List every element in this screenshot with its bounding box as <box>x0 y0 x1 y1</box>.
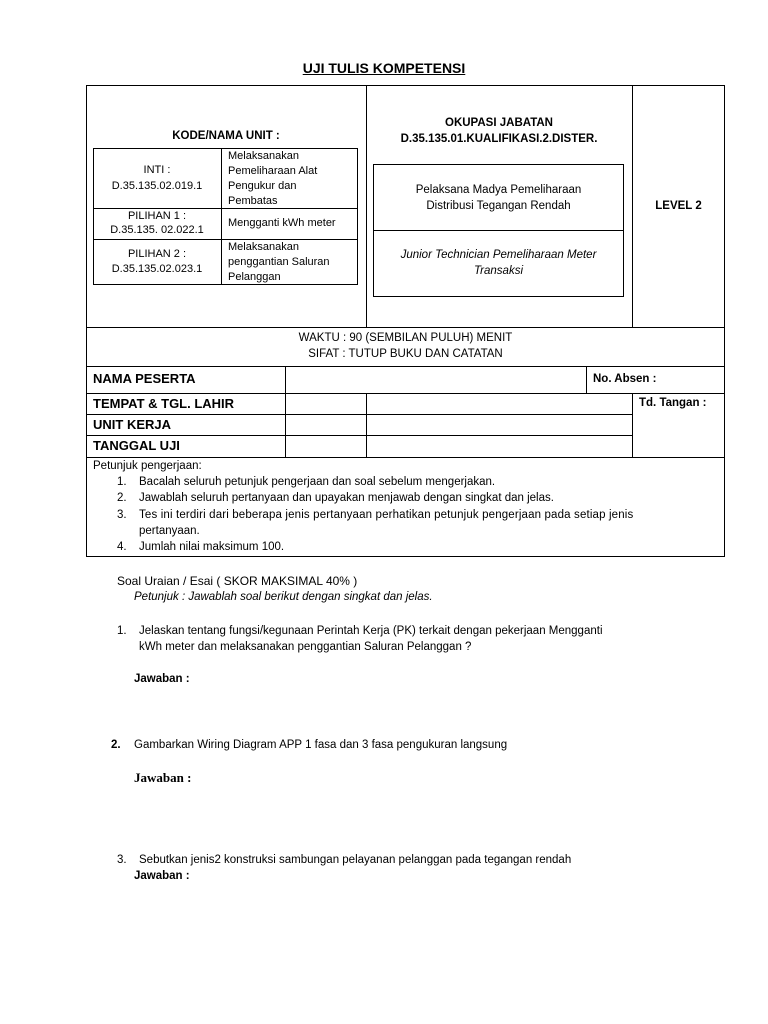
tanggal-uji-label: TANGGAL UJI <box>93 438 180 453</box>
tempat-field[interactable] <box>286 394 366 414</box>
kode-unit-label: KODE/NAMA UNIT : <box>172 130 280 142</box>
question-2-number: 2. <box>111 739 121 751</box>
unit-pilihan1-code: D.35.135. 02.022.1 <box>110 224 204 236</box>
question-1-answer-label: Jawaban : <box>134 673 190 685</box>
no-absen-field[interactable] <box>660 367 724 393</box>
unit-inti-type: INTI : <box>143 164 171 176</box>
question-1-text: Jelaskan tentang fungsi/kegunaan Perintah Kerja (PK) terkait dengan pekerjaan Mengganti <box>139 625 603 637</box>
exam-sifat: SIFAT : TUTUP BUKU DAN CATATAN <box>308 348 503 360</box>
nama-peserta-field[interactable] <box>286 367 586 393</box>
instruction-text: Bacalah seluruh petunjuk pengerjaan dan soal sebelum mengerjakan. <box>139 476 496 488</box>
question-3-text: Sebutkan jenis2 konstruksi sambungan pelayanan pelanggan pada tegangan rendah <box>139 854 572 866</box>
unit-kerja-label: UNIT KERJA <box>93 417 172 432</box>
tempat-lahir-label: TEMPAT & TGL. LAHIR <box>93 396 235 411</box>
question-3-number: 3. <box>117 854 127 866</box>
unit-pilihan2-code: D.35.135.02.023.1 <box>111 263 203 275</box>
section-note: Petunjuk : Jawablah soal berikut dengan singkat dan jelas. <box>134 591 433 603</box>
position-en-line2: Transaksi <box>474 265 523 277</box>
tgl-lahir-field[interactable] <box>367 394 632 414</box>
td-tangan-label: Td. Tangan : <box>639 397 707 409</box>
position-id-line2: Distribusi Tegangan Rendah <box>426 200 571 212</box>
units-col-line <box>221 148 222 285</box>
signature-field[interactable] <box>633 412 724 457</box>
document-title: UJI TULIS KOMPETENSI <box>302 60 466 76</box>
instruction-num: 3. <box>117 509 127 521</box>
instruction-text-cont: pertanyaan. <box>139 525 200 537</box>
unit-pilihan1-name: Mengganti kWh meter <box>228 217 336 229</box>
section-heading: Soal Uraian / Esai ( SKOR MAKSIMAL 40% ) <box>117 574 358 588</box>
question-1-text-cont: kWh meter dan melaksanakan penggantian Saluran Pelanggan ? <box>139 641 472 653</box>
nama-peserta-label: NAMA PESERTA <box>93 371 196 386</box>
question-1-answer-area[interactable] <box>134 690 694 730</box>
position-divider <box>373 230 624 231</box>
tanggal-uji-field[interactable] <box>286 436 632 457</box>
question-1-number: 1. <box>117 625 127 637</box>
instruction-text: Jumlah nilai maksimum 100. <box>139 541 285 553</box>
unit-pilihan2-type: PILIHAN 2 : <box>127 248 187 260</box>
question-2-answer-area[interactable] <box>134 790 694 845</box>
unit-pilihan2-name: Melaksanakan penggantian Saluran Pelanggan <box>228 241 330 283</box>
unit-pilihan1-type: PILIHAN 1 : <box>127 210 187 222</box>
no-absen-label: No. Absen : <box>593 373 657 385</box>
okupasi-label: OKUPASI JABATAN <box>445 117 553 129</box>
question-2-text: Gambarkan Wiring Diagram APP 1 fasa dan 3 fasa pengukuran langsung <box>134 739 508 751</box>
unit-inti-code: D.35.135.02.019.1 <box>111 180 203 192</box>
col-line <box>586 366 587 393</box>
instructions-heading: Petunjuk pengerjaan: <box>93 460 202 472</box>
instruction-text: Tes ini terdiri dari beberapa jenis pertanyaan perhatikan petunjuk pengerjaan pada setiap jenis <box>139 509 634 521</box>
instruction-text: Jawablah seluruh pertanyaan dan upayakan menjawab dengan singkat dan jelas. <box>139 492 554 504</box>
unit-inti-name: Melaksanakan Pemeliharaan Alat Pengukur dan Pembatas <box>228 150 318 207</box>
position-en-line1: Junior Technician Pemeliharaan Meter <box>400 249 597 261</box>
question-3-answer-area[interactable] <box>134 888 694 968</box>
unit-kerja-field[interactable] <box>286 415 632 435</box>
instruction-num: 2. <box>117 492 127 504</box>
level-label: LEVEL 2 <box>655 200 702 212</box>
row-line <box>86 457 725 458</box>
instruction-num: 4. <box>117 541 127 553</box>
row-line <box>86 327 725 328</box>
question-2-answer-label: Jawaban : <box>134 770 192 785</box>
okupasi-code: D.35.135.01.KUALIFIKASI.2.DISTER. <box>400 133 598 145</box>
exam-waktu: WAKTU : 90 (SEMBILAN PULUH) MENIT <box>298 332 513 344</box>
question-3-answer-label: Jawaban : <box>134 870 190 882</box>
instruction-num: 1. <box>117 476 127 488</box>
position-id-line1: Pelaksana Madya Pemeliharaan <box>415 184 582 196</box>
